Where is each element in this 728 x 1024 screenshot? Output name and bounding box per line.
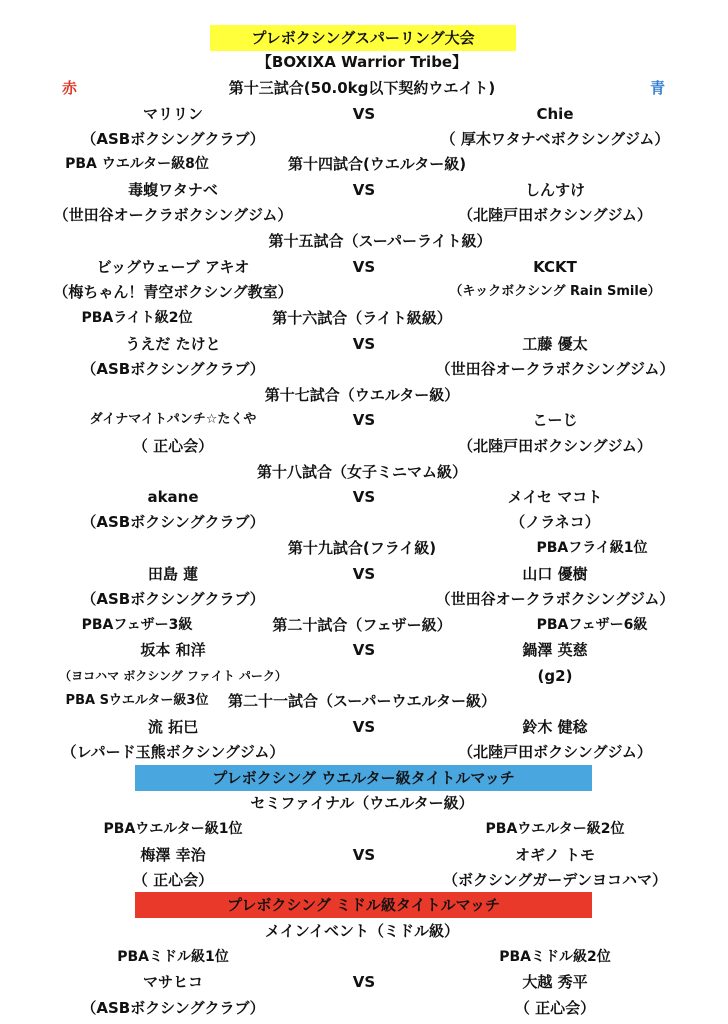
blue-fighter-gym: （ボクシングガーデンヨコハマ） bbox=[442, 871, 668, 889]
semi-final-names-row bbox=[0, 845, 728, 865]
bout-20-gyms-row bbox=[0, 666, 728, 686]
event-subtitle: 【BOXIXA Warrior Tribe】 bbox=[256, 53, 468, 71]
bout-15-gyms-row bbox=[0, 282, 728, 302]
bout-14-gyms-row bbox=[0, 205, 728, 225]
bout-19-title-row bbox=[0, 538, 728, 558]
blue-fighter-name: KCKT bbox=[533, 258, 577, 276]
main-event-ranks-row bbox=[0, 947, 728, 967]
red-fighter-name: 田島 蓮 bbox=[147, 565, 199, 583]
red-fighter-name: 流 拓巳 bbox=[147, 718, 199, 736]
bout-14-title-row bbox=[0, 154, 728, 174]
bout-17-gyms-row bbox=[0, 436, 728, 456]
vs-label: VS bbox=[352, 411, 376, 429]
red-fighter-gym: （ 正心会） bbox=[132, 437, 214, 455]
bout-title: 第十五試合（スーパーライト級） bbox=[268, 232, 492, 250]
blue-fighter-name: Chie bbox=[536, 105, 574, 123]
bout-15-title-row bbox=[0, 231, 728, 251]
main-event-title-row bbox=[0, 921, 728, 941]
blue-fighter-name: しんすけ bbox=[524, 181, 586, 199]
vs-label: VS bbox=[352, 641, 376, 659]
vs-label: VS bbox=[352, 488, 376, 506]
welter-title-match-banner bbox=[135, 765, 592, 791]
blue-fighter-name: 鈴木 健稔 bbox=[522, 718, 588, 736]
red-fighter-name: 梅澤 幸治 bbox=[140, 846, 206, 864]
bout-16-gyms-row bbox=[0, 359, 728, 379]
red-fighter-gym: （ASBボクシングクラブ） bbox=[81, 999, 265, 1017]
blue-fighter-gym: （ 正心会） bbox=[514, 999, 596, 1017]
red-fighter-name: ダイナマイトパンチ☆たくや bbox=[89, 412, 257, 427]
red-fighter-gym: （ASBボクシングクラブ） bbox=[81, 590, 265, 608]
vs-label: VS bbox=[352, 565, 376, 583]
blue-fighter-gym: （世田谷オークラボクシングジム） bbox=[435, 360, 675, 378]
bout-18-title-row bbox=[0, 462, 728, 482]
red-fighter-gym: （レパード玉熊ボクシングジム） bbox=[61, 743, 285, 761]
red-fighter-name: 毒蝮ワタナベ bbox=[128, 181, 218, 199]
bout-19-gyms-row bbox=[0, 589, 728, 609]
red-fighter-gym: （梅ちゃん！青空ボクシング教室） bbox=[53, 283, 293, 301]
semi-final-ranks-row bbox=[0, 819, 728, 839]
vs-label: VS bbox=[352, 718, 376, 736]
blue-fighter-gym: （世田谷オークラボクシングジム） bbox=[435, 590, 675, 608]
bout-21-title-row bbox=[0, 691, 728, 711]
red-fighter-gym: （ヨコハマ ボクシング ファイト パーク） bbox=[59, 669, 287, 683]
bout-19-names-row bbox=[0, 564, 728, 584]
blue-fighter-name: 工藤 優太 bbox=[522, 335, 588, 353]
red-fighter-name: 坂本 和洋 bbox=[140, 641, 206, 659]
blue-fighter-name: オギノ トモ bbox=[515, 846, 595, 864]
event-title-banner bbox=[210, 25, 516, 51]
vs-label: VS bbox=[352, 258, 376, 276]
bout-title: 第十八試合（女子ミニマム級） bbox=[256, 463, 468, 481]
red-fighter-gym: （ASBボクシングクラブ） bbox=[81, 130, 265, 148]
bout-title: 第二十一試合（スーパーウエルター級） bbox=[228, 692, 496, 710]
blue-fighter-rank: PBAフェザー6級 bbox=[536, 617, 648, 633]
blue-fighter-rank: PBAミドル級2位 bbox=[499, 949, 611, 965]
banner-text: プレボクシング ミドル級タイトルマッチ bbox=[226, 896, 501, 914]
bout-21-gyms-row bbox=[0, 742, 728, 762]
blue-fighter-rank: PBAウエルター級2位 bbox=[485, 821, 625, 837]
blue-fighter-rank: PBAフライ級1位 bbox=[536, 540, 648, 556]
red-fighter-name: akane bbox=[147, 488, 199, 506]
main-event-gyms-row bbox=[0, 998, 728, 1018]
bout-title: 第十三試合(50.0kg以下契約ウエイト) bbox=[228, 79, 496, 97]
blue-fighter-gym: (g2) bbox=[537, 667, 573, 685]
blue-fighter-name: こーじ bbox=[532, 411, 578, 429]
blue-fighter-name: 山口 優樹 bbox=[522, 565, 588, 583]
blue-fighter-name: 鍋澤 英慈 bbox=[522, 641, 588, 659]
blue-fighter-gym: （北陸戸田ボクシングジム） bbox=[458, 437, 652, 455]
red-fighter-rank: PBA Sウエルター級3位 bbox=[65, 693, 209, 708]
red-fighter-name: マサヒコ bbox=[142, 973, 204, 991]
bout-20-title-row bbox=[0, 615, 728, 635]
red-fighter-rank: PBAフェザー3級 bbox=[81, 617, 193, 633]
red-fighter-gym: （ 正心会） bbox=[132, 871, 214, 889]
red-fighter-rank: PBA ウエルター級8位 bbox=[65, 156, 209, 172]
red-fighter-gym: （世田谷オークラボクシングジム） bbox=[53, 206, 293, 224]
bout-title: 第二十試合（フェザー級） bbox=[272, 616, 452, 634]
blue-fighter-name: メイセ マコト bbox=[507, 488, 603, 506]
bout-title: 第十四試合(ウエルター級) bbox=[287, 155, 467, 173]
banner-text: プレボクシング ウエルター級タイトルマッチ bbox=[212, 769, 515, 787]
event-title: プレボクシングスパーリング大会 bbox=[251, 29, 475, 47]
bout-17-names-row bbox=[0, 410, 728, 430]
bout-17-title-row bbox=[0, 385, 728, 405]
bout-14-names-row bbox=[0, 180, 728, 200]
bout-title: 第十九試合(フライ級) bbox=[287, 539, 437, 557]
blue-corner-label: 青 bbox=[650, 79, 666, 97]
bout-21-names-row bbox=[0, 717, 728, 737]
red-fighter-rank: PBAウエルター級1位 bbox=[103, 821, 243, 837]
middle-title-match-banner bbox=[135, 892, 592, 918]
blue-fighter-gym: （キックボクシング Rain Smile） bbox=[449, 284, 661, 299]
bout-13-names-row bbox=[0, 104, 728, 124]
blue-fighter-name: 大越 秀平 bbox=[522, 973, 588, 991]
red-fighter-name: マリリン bbox=[142, 105, 204, 123]
bout-15-names-row bbox=[0, 257, 728, 277]
red-fighter-gym: （ASBボクシングクラブ） bbox=[81, 513, 265, 531]
bout-16-title-row bbox=[0, 308, 728, 328]
bout-16-names-row bbox=[0, 334, 728, 354]
red-corner-label: 赤 bbox=[62, 79, 78, 97]
semi-final-title-row bbox=[0, 793, 728, 813]
vs-label: VS bbox=[352, 335, 376, 353]
vs-label: VS bbox=[352, 973, 376, 991]
vs-label: VS bbox=[352, 181, 376, 199]
bout-18-names-row bbox=[0, 487, 728, 507]
blue-fighter-gym: （ 厚木ワタナベボクシングジム） bbox=[440, 130, 670, 148]
blue-fighter-gym: （北陸戸田ボクシングジム） bbox=[458, 206, 652, 224]
event-subtitle-row bbox=[0, 52, 728, 72]
red-fighter-name: うえだ たけと bbox=[125, 335, 221, 353]
bout-title: 第十六試合（ライト級級） bbox=[272, 309, 452, 327]
red-fighter-name: ビッグウェーブ アキオ bbox=[96, 258, 250, 276]
main-event-names-row bbox=[0, 972, 728, 992]
red-fighter-rank: PBAライト級2位 bbox=[81, 310, 193, 326]
bout-13-title-row bbox=[0, 78, 728, 98]
vs-label: VS bbox=[352, 846, 376, 864]
bout-title: セミファイナル（ウエルター級） bbox=[250, 794, 474, 812]
blue-fighter-gym: （北陸戸田ボクシングジム） bbox=[458, 743, 652, 761]
bout-13-gyms-row bbox=[0, 129, 728, 149]
blue-fighter-gym: （ノラネコ） bbox=[510, 513, 600, 531]
semi-final-gyms-row bbox=[0, 870, 728, 890]
red-fighter-gym: （ASBボクシングクラブ） bbox=[81, 360, 265, 378]
bout-20-names-row bbox=[0, 640, 728, 660]
bout-title: 第十七試合（ウエルター級） bbox=[264, 386, 460, 404]
bout-18-gyms-row bbox=[0, 512, 728, 532]
bout-title: メインイベント（ミドル級） bbox=[265, 922, 459, 940]
red-fighter-rank: PBAミドル級1位 bbox=[117, 949, 229, 965]
vs-label: VS bbox=[352, 105, 376, 123]
